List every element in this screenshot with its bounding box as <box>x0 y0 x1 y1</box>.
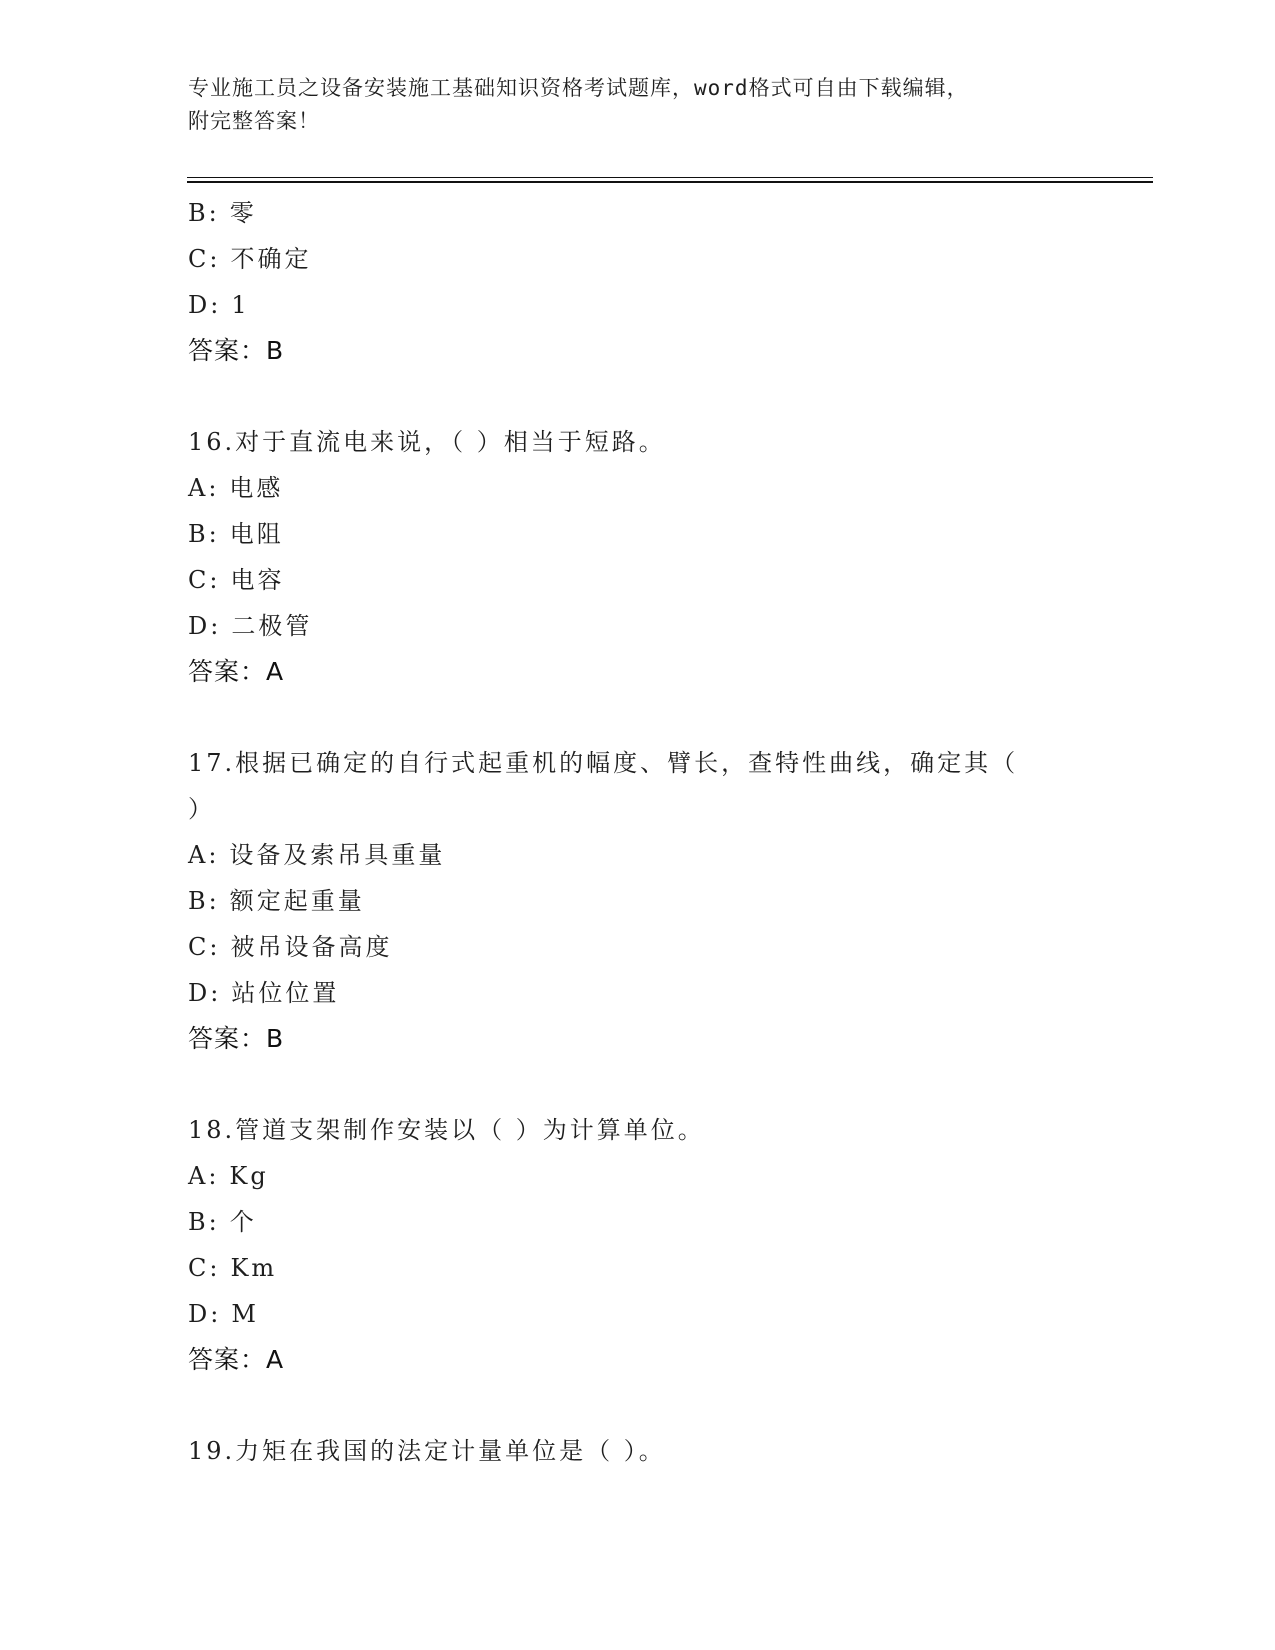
question-block-18 <box>188 1107 1088 1383</box>
header-divider-thick <box>187 181 1153 183</box>
option-c: C: 不确定 <box>188 245 312 273</box>
option-d: D: 二极管 <box>188 612 313 640</box>
header-divider-thin <box>187 177 1153 178</box>
question-block-15-partial <box>188 190 1088 374</box>
option-d: D: 1 <box>188 291 250 319</box>
document-header <box>188 72 1088 138</box>
question-stem: 16.对于直流电来说，（ ）相当于短路。 <box>188 428 666 456</box>
option-a: A: Kg <box>188 1162 269 1190</box>
answer-line: 答案：A <box>188 1345 285 1374</box>
option-d: D: M <box>188 1300 259 1328</box>
header-line-2: 附完整答案！ <box>188 109 320 133</box>
question-stem: 18.管道支架制作安装以（ ）为计算单位。 <box>188 1116 705 1144</box>
option-a: A: 电感 <box>188 474 284 502</box>
option-b: B: 电阻 <box>188 520 284 548</box>
question-block-19 <box>188 1428 1088 1474</box>
question-stem: 17.根据已确定的自行式起重机的幅度、臂长，查特性曲线，确定其（ <box>188 749 1019 777</box>
answer-line: 答案：B <box>188 1024 285 1053</box>
option-c: C: 电容 <box>188 566 285 594</box>
question-block-17 <box>188 740 1088 1062</box>
option-d: D: 站位位置 <box>188 979 340 1007</box>
option-b: B: 个 <box>188 1208 257 1236</box>
question-list <box>188 190 1088 1474</box>
header-line-1: 专业施工员之设备安装施工基础知识资格考试题库，word格式可自由下载编辑， <box>188 76 969 100</box>
question-block-16 <box>188 419 1088 695</box>
question-stem: 19.力矩在我国的法定计量单位是（ ）。 <box>188 1437 666 1465</box>
option-b: B: 零 <box>188 199 257 227</box>
option-a: A: 设备及索吊具重量 <box>188 841 446 869</box>
answer-line: 答案：B <box>188 336 285 365</box>
answer-line: 答案：A <box>188 657 285 686</box>
option-b: B: 额定起重量 <box>188 887 365 915</box>
option-c: C: 被吊设备高度 <box>188 933 393 961</box>
option-c: C: Km <box>188 1254 278 1282</box>
question-stem-continued: ） <box>188 795 215 823</box>
